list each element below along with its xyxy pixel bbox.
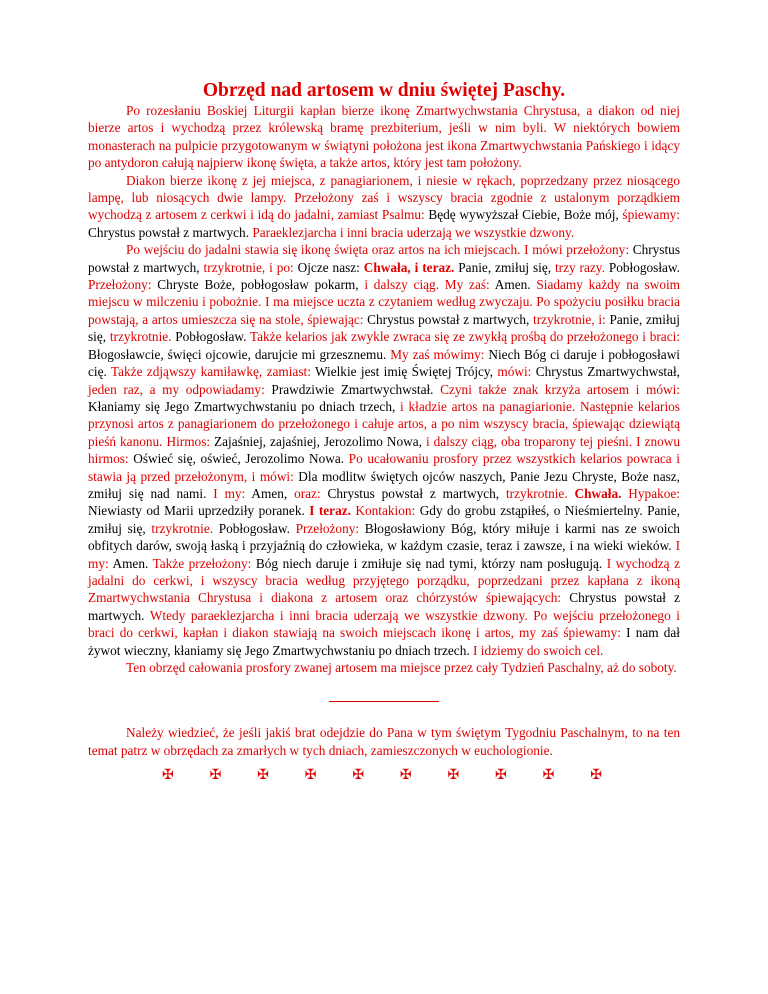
liturgical-text: rawdziwie Zmartwychwstał.: [278, 381, 441, 397]
liturgical-text: hrystus powstał z martwych.: [88, 590, 680, 623]
liturgical-text: K: [88, 398, 98, 414]
rubric-text: trzykrotnie, i po:: [203, 259, 298, 275]
rubric-text: I idziemy do swoich cel.: [473, 642, 604, 658]
rubric-text: Ten obrzęd całowania prosfory zwanej artosem ma miejsce przez cały Tydzień Paschalny, aż do soboty.: [126, 660, 677, 675]
footnote-paragraph: Należy wiedzieć, że jeśli jakiś brat odejdzie do Pana w tym świętym Tygodniu Paschalnym, to na ten temat patrz w obrzędach za zmarłych w tych dniach, zamieszczonych w euchologionie.: [88, 725, 680, 758]
liturgical-text: Pobłogosław.: [175, 329, 250, 345]
rubric-text: Czyni także znak krzyża artosem i mówi:: [440, 381, 680, 397]
rubric-text: Także zdjąwszy kamiławkę, zamiast:: [110, 364, 315, 380]
liturgical-text: B: [364, 520, 374, 536]
document-body: [88, 102, 680, 676]
maltese-cross-icon: ✠: [162, 768, 174, 784]
rubric-text: Po rozesłaniu Boskiej Liturgii kapłan bierze ikonę Zmartwychwstania Chrystusa, a diakon od niej bierze artos i wychodzą przez królewską bramę prezbiterium, jeśli w nim byli. W niektórych bowiem monasterach na pulpicie przygotowanym w świątyni położona jest ikona Zmartwychwstania Pańskiego i idący po antydoron całują najpierw ikonę święta, a także artos, który jest tam położony.: [88, 103, 680, 171]
liturgical-text: iech Bóg ci daruje i pobłogosławi cię.: [88, 346, 680, 380]
liturgical-text: C: [632, 242, 642, 258]
body-paragraph: [88, 659, 680, 676]
body-paragraph: [88, 241, 680, 659]
rubric-text: Chwała.: [574, 485, 629, 501]
maltese-cross-icon: ✠: [209, 768, 222, 784]
rubric-text: Wtedy paraeklezjarcha i inni bracia uderzają we wszystkie dzwony. Po wejściu przełożonego i braci do cerkwi, kapłan i diakon stawiają na swoich miejscach ikonę i artos, my zaś śpiewamy:: [88, 607, 681, 641]
section-divider: [329, 701, 439, 702]
rubric-text: Siadamy każdy na swoim miejscu w milczeniu i pobożnie. I ma miejsce uczta z czytaniem według zwyczaju. Po spożyciu posiłku bracia powstają, a artos umieszcza się na stole, śpiewając:: [88, 277, 680, 327]
rubric-text: trzykrotnie.: [109, 329, 176, 345]
liturgical-text: B: [88, 346, 97, 362]
liturgical-text: A: [251, 485, 261, 501]
rubric-text: Także kelarios jak zwykle zwraca się ze zwykłą prośbą do przełożonego i braci:: [249, 329, 680, 345]
liturgical-text: P: [458, 259, 466, 275]
rubric-text: Także przełożony:: [152, 555, 256, 571]
rubric-text: Chwała, i teraz.: [363, 259, 459, 275]
liturgical-text: hrystus Zmartwychwstał,: [544, 364, 680, 380]
rubric-text: Przełożony:: [88, 277, 158, 293]
liturgical-text: Ojcze nasz:: [297, 259, 364, 275]
liturgical-text: C: [535, 364, 545, 380]
rubric-text: trzykrotnie.: [505, 485, 575, 501]
liturgical-text: C: [569, 590, 579, 606]
liturgical-text: la modlitw świętych ojców naszych, Panie Jezu Chryste, Boże nasz, zmiłuj się nad nami.: [88, 468, 680, 501]
liturgical-text: I: [626, 625, 631, 641]
maltese-cross-icon: ✠: [399, 768, 412, 784]
liturgical-text: hrystus powstał z martwych,: [376, 311, 533, 327]
rubric-text: I teraz.: [309, 503, 356, 519]
rubric-text: trzykrotnie, i:: [533, 311, 610, 327]
liturgical-text: P: [609, 311, 617, 327]
rubric-text: i dalszy ciąg. My zaś:: [364, 277, 495, 293]
rubric-text: i dalszy ciąg, oba troparony tej pieśni. I znowu hirmos:: [88, 433, 680, 467]
rubric-text: Paraeklezjarcha i inni bracia uderzają we wszystkie dzwony.: [252, 224, 575, 240]
cross-ornament-row: [88, 767, 680, 785]
rubric-text: My zaś mówimy:: [390, 346, 489, 362]
rubric-text: i kładzie artos na panagiarionie. Następnie kelarios przynosi artos z panagiarionem do przełożonego i całuje artos, a po nim wszyscy bracia, śpiewając dziewiątą pieśń kanonu. Hirmos:: [88, 398, 680, 449]
liturgical-text: A: [112, 555, 123, 571]
liturgical-text: Z: [214, 433, 223, 449]
rubric-text: Diakon bierze ikonę z jej miejsca, z panagiarionem, i niesie w rękach, poprzedzany przez niosącego lampę, lub niosących dwie lampy. Przełożony zaś i wszyscy bracia zgodnie z ustalonym porządkiem wychodzą z artosem z cerkwi i idą do jadalni, zamiast Psalmu:: [88, 172, 680, 223]
liturgical-text: anie, zmiłuj się,: [88, 503, 680, 536]
liturgical-text: łaniamy się Jego Zmartwychwstaniu po dniach trzech,: [97, 398, 401, 414]
liturgical-text: óg niech daruje i zmiłuje się nad tymi, którzy nam posługują.: [264, 555, 607, 571]
liturgical-text: ędę wywyższał Ciebie, Boże mój,: [437, 207, 623, 223]
liturgical-text: N: [488, 346, 498, 362]
rubric-text: I my:: [213, 485, 252, 501]
liturgical-text: men.: [122, 555, 153, 571]
liturgical-text: łogosławiony Bóg, który miłuje i karmi nas ze swoich obfitych darów, swoją łaską i przyjaźnią do człowieka, w każdym czasie, teraz i zawsze, i na wieki wieków.: [88, 520, 680, 554]
liturgical-text: obłogosław.: [226, 520, 296, 536]
liturgical-text: B: [255, 555, 265, 571]
rubric-text: Kontakion:: [355, 503, 420, 519]
rubric-text: Po wejściu do jadalni stawia się ikonę święta oraz artos na ich miejscach. I mówi przełożony:: [126, 242, 633, 258]
liturgical-text: iewiasty od Marii uprzedziły poranek.: [97, 503, 310, 519]
liturgical-text: P: [271, 381, 279, 397]
document-title: Obrzęd nad artosem w dniu świętej Paschy.: [202, 80, 566, 101]
liturgical-text: men,: [260, 485, 295, 501]
document-page: [88, 80, 680, 785]
liturgical-text: ielkie jest imię Świętej Trójcy,: [327, 364, 498, 380]
rubric-text: Po ucałowaniu prosfory przez wszystkich kelarios powraca i stawia ją przed przełożonym, i mówi:: [88, 451, 680, 484]
maltese-cross-icon: ✠: [257, 768, 269, 784]
rubric-text: trzy razy.: [554, 259, 609, 275]
rubric-text: I my:: [88, 538, 680, 571]
liturgical-text: D: [298, 468, 308, 484]
liturgical-text: hrystus powstał z martwych,: [336, 485, 506, 501]
liturgical-text: nam dał żywot wieczny, kłaniamy się Jego Zmartwychwstaniu po dniach trzech.: [88, 625, 680, 658]
maltese-cross-icon: ✠: [495, 768, 507, 784]
maltese-cross-icon: ✠: [352, 768, 365, 784]
rubric-text: I wychodzą z jadalni do cerkwi, i wszyscy bracia według przyjętego porządku, poprzedzani przez kapłana z ikoną Zmartwychwstania Chrystusa i diakona z artosem oraz chórzystów śpiewających:: [88, 555, 680, 606]
liturgical-text: C: [367, 311, 377, 327]
liturgical-text: anie, zmiłuj się,: [88, 311, 681, 345]
rubric-text: jeden raz, a my odpowiadamy:: [88, 381, 272, 397]
maltese-cross-icon: ✠: [542, 768, 555, 784]
liturgical-text: łogosławcie, święci ojcowie, darujcie mi grzesznemu.: [96, 346, 391, 362]
liturgical-text: Pobłogosław.: [608, 259, 680, 275]
liturgical-text: ajaśniej, zajaśniej, Jerozolimo Nowa,: [222, 433, 426, 449]
rubric-text: trzykrotnie.: [151, 520, 219, 536]
liturgical-text: G: [419, 503, 430, 519]
liturgical-text: N: [88, 503, 98, 519]
liturgical-text: B: [428, 207, 438, 223]
liturgical-text: świeć się, oświeć, Jerozolimo Nowa.: [142, 451, 349, 467]
liturgical-text: dy do grobu zstąpiłeś, o Nieśmiertelny.: [429, 503, 648, 519]
liturgical-text: hryste Boże, pobłogosław pokarm,: [166, 277, 365, 293]
body-paragraph: [88, 172, 680, 242]
liturgical-text: C: [88, 224, 97, 240]
rubric-text: Przełożony:: [295, 520, 365, 536]
rubric-text: Hypakoe:: [628, 485, 680, 501]
rubric-text: mówi:: [497, 364, 536, 380]
liturgical-text: hrystus powstał z martwych,: [88, 242, 680, 275]
rubric-text: oraz:: [294, 485, 328, 501]
liturgical-text: C: [327, 485, 337, 501]
maltese-cross-icon: ✠: [304, 768, 317, 784]
liturgical-text: W: [314, 364, 328, 380]
liturgical-text: anie, zmiłuj się,: [465, 259, 555, 275]
liturgical-text: men.: [504, 277, 537, 293]
liturgical-text: P: [647, 503, 655, 519]
rubric-text: śpiewamy:: [622, 207, 680, 223]
liturgical-text: hrystus powstał z martwych.: [96, 224, 253, 240]
liturgical-text: A: [494, 277, 505, 293]
body-paragraph: [88, 102, 680, 172]
liturgical-text: O: [133, 451, 143, 467]
maltese-cross-icon: ✠: [590, 768, 602, 784]
liturgical-text: P: [218, 520, 227, 536]
liturgical-text: C: [157, 277, 167, 293]
maltese-cross-icon: ✠: [447, 768, 460, 784]
